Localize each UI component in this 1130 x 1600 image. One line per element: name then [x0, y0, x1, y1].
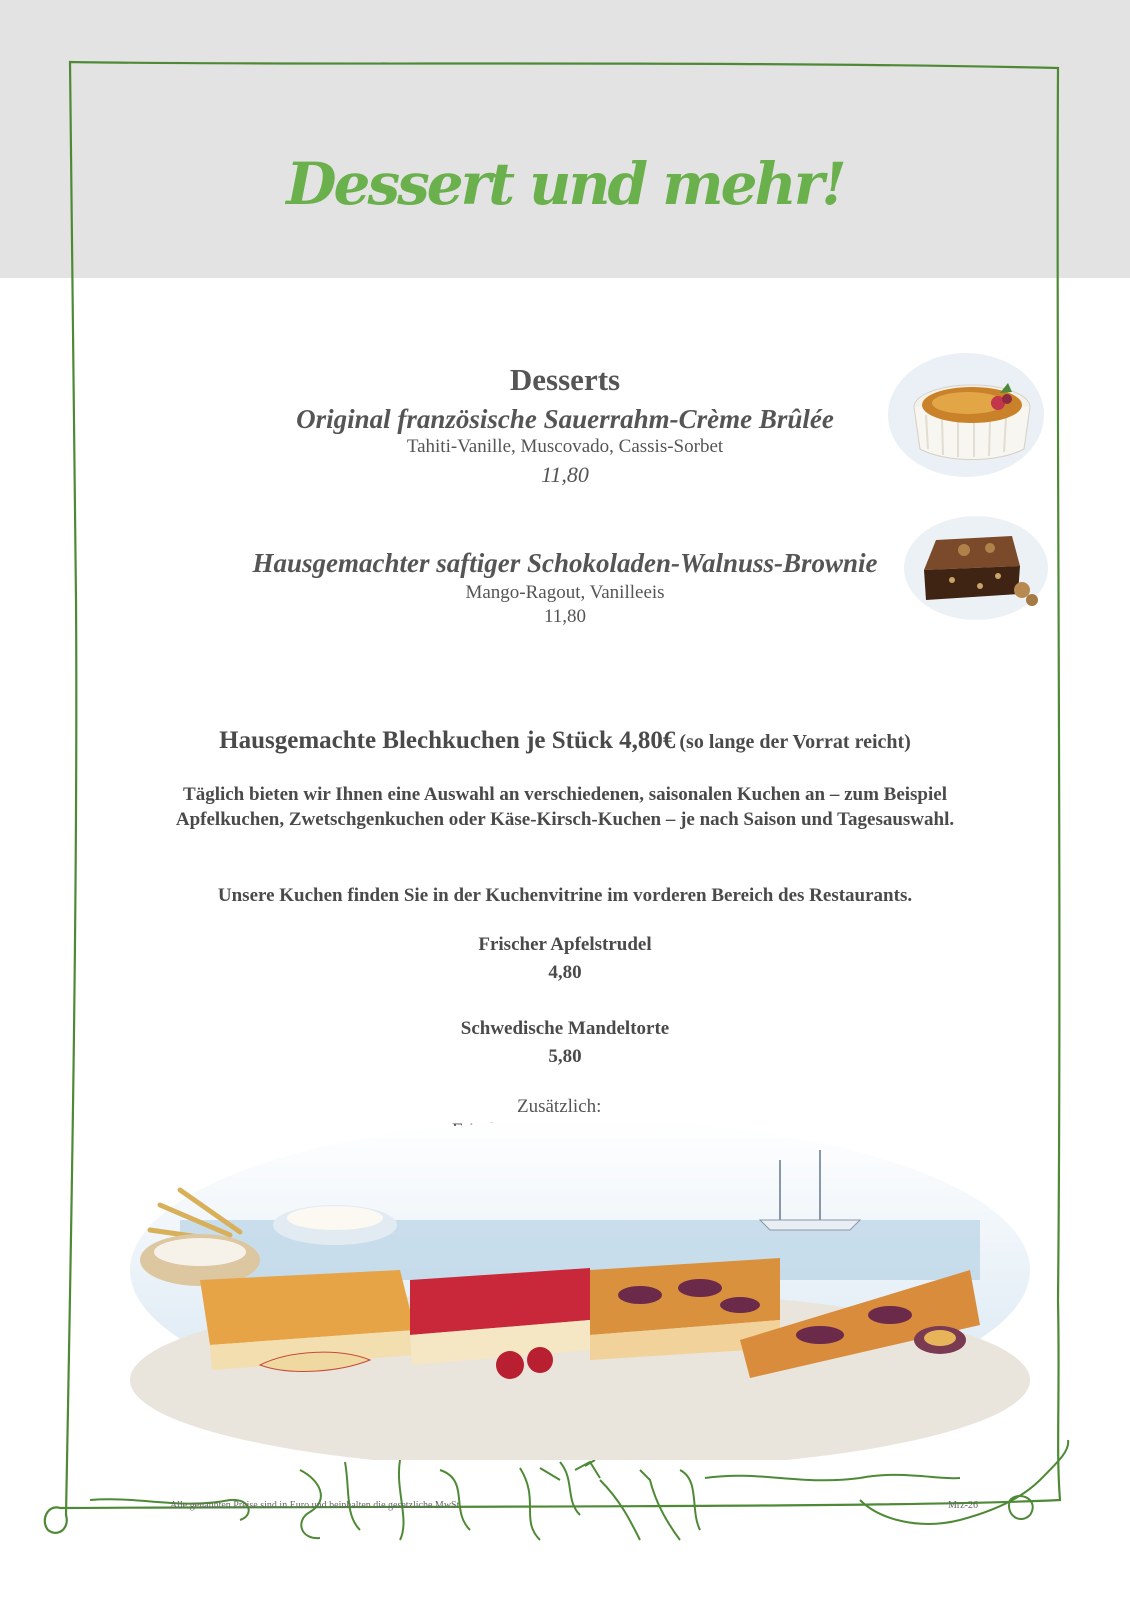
dessert-description: Tahiti-Vanille, Muscovado, Cassis-Sorbet: [406, 436, 724, 457]
brownie-illustration: [902, 512, 1050, 624]
blechkuchen-description: Täglich bieten wir Ihnen eine Auswahl an verschiedenen, saisonalen Kuchen an – zum Beispiel Apfelkuchen, Zwetschgenkuchen oder Käse-Kirsch-Kuchen – je nach Saison und Tagesauswahl.: [175, 784, 955, 830]
cake-item-name: Frischer Apfelstrudel: [478, 934, 652, 955]
dessert-name: Original französische Sauerrahm-Crème Brûlée: [296, 404, 834, 434]
section-heading-desserts: Desserts: [509, 362, 621, 397]
blechkuchen-heading: Hausgemachte Blechkuchen je Stück 4,80€: [219, 727, 676, 754]
cake-selection-illustration: [120, 1120, 1040, 1460]
cake-item-name: Schwedische Mandeltorte: [460, 1018, 670, 1039]
page-title: Dessert und mehr!: [286, 150, 844, 218]
cake-item-price: 5,80: [548, 1046, 582, 1067]
dessert-description: Mango-Ragout, Vanilleeis: [465, 582, 665, 603]
extras-heading: Zusätzlich:: [517, 1096, 602, 1117]
dessert-price: 11,80: [541, 462, 589, 487]
blechkuchen-heading-note: (so lange der Vorrat reicht): [679, 731, 911, 753]
blechkuchen-location-note: Unsere Kuchen finden Sie in der Kuchenvitrine im vorderen Bereich des Restaurants.: [217, 885, 913, 906]
dessert-price: 11,80: [543, 606, 587, 627]
creme-brulee-illustration: [886, 345, 1046, 485]
cake-item-price: 4,80: [548, 962, 582, 983]
section-heading-blechkuchen: [0, 727, 1130, 755]
header-band: [0, 0, 1130, 278]
footer-price-note: Alle genannten Preise sind in Euro und beinhalten die gesetzliche MwSt.: [170, 1500, 462, 1511]
dessert-name: Hausgemachter saftiger Schokoladen-Walnuss-Brownie: [252, 548, 878, 578]
footer-code: Mrz-26: [948, 1500, 978, 1511]
